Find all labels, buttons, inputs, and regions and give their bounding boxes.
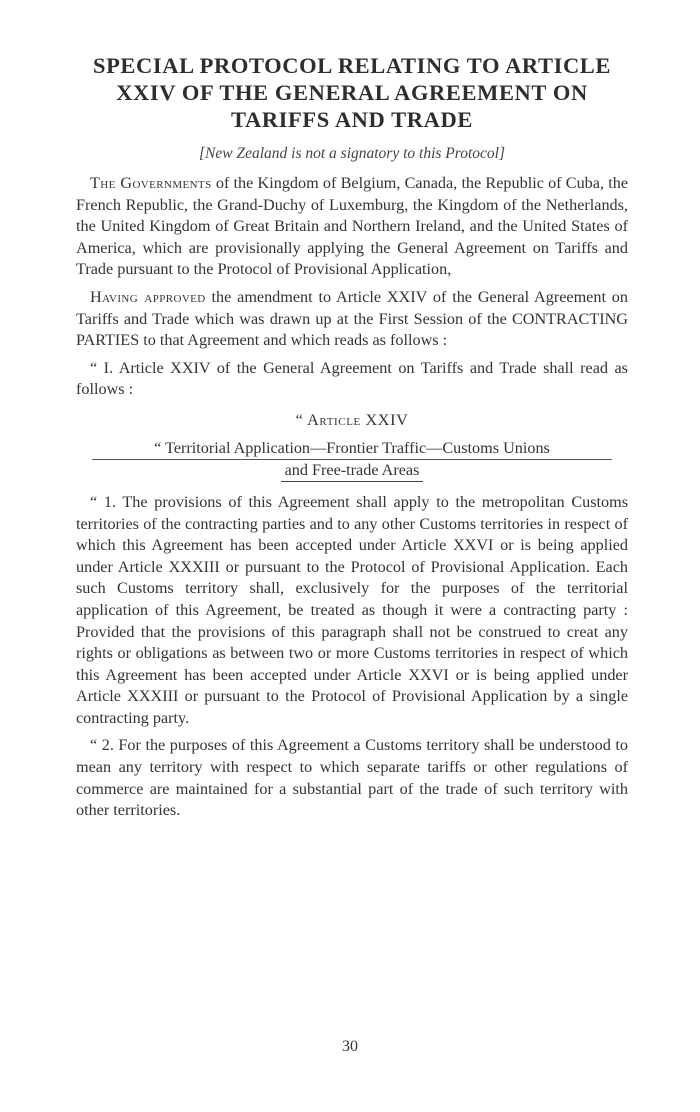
paragraph-text: the amendment to Article XXIV of the General Agreement on Tariffs and Trade which was drawn up at the First Session of the CONTRACTING PARTIES to that Agreement and which reads as follows : xyxy=(76,287,628,350)
paragraph-lead: The Governments xyxy=(90,174,212,192)
title-line-1: SPECIAL PROTOCOL RELATING TO ARTICLE xyxy=(92,53,612,78)
document-title xyxy=(76,52,628,133)
article-heading: “ Article XXIV xyxy=(295,410,409,429)
paragraph-lead: Having approved xyxy=(90,287,206,306)
paragraph-clause-1: “ 1. The provisions of this Agreement shall apply to the metropolitan Customs territories of the contracting parties and to any other Customs territories in respect of which this Agreement has been accepted under Article XXVI or is being applied under Article XXXIII or pursuant to the Protocol of Provisional Application. Each such Customs territory shall, exclusively for the purposes of the territorial application of this Agreement, be treated as though it were a contracting party : Provided that the provisions of this paragraph shall not be construed to creat any rights or obligations as between two or more Customs territories in respect of which this Agreement has been accepted under Article XXVI or is being applied under Article XXXIII or pursuant to the Protocol of Provisional Application by a single contracting party. xyxy=(76,492,628,727)
document-page xyxy=(76,52,628,828)
paragraph-governments xyxy=(76,173,628,281)
title-line-2: XXIV OF THE GENERAL AGREEMENT ON xyxy=(116,80,588,105)
paragraph-having-approved xyxy=(76,287,628,352)
signatory-note: [New Zealand is not a signatory to this Protocol] xyxy=(199,145,505,162)
article-subheading xyxy=(76,438,628,482)
title-line-3: TARIFFS AND TRADE xyxy=(231,107,473,132)
paragraph-clause-2: “ 2. For the purposes of this Agreement a Customs territory shall be understood to mean any territory with respect to which separate tariffs or other regulations of commerce are maintained for a substantial part of the trade of such territory with other territories. xyxy=(76,736,628,820)
paragraph-text: of the Kingdom of Belgium, Canada, the Republic of Cuba, the French Republic, the Grand-Duchy of Luxemburg, the Kingdom of the Netherlands, the United Kingdom of Great Britain and Northern Ireland, and the United States of America, which are provisionally applying the General Agreement on Tariffs and Trade pursuant to the Protocol of Provisional Application, xyxy=(76,174,628,279)
subheading-line-1: “ Territorial Application—Frontier Traffic—Customs Unions xyxy=(154,438,550,457)
paragraph-article-reads: “ I. Article XXIV of the General Agreement on Tariffs and Trade shall read as follows : xyxy=(76,358,628,399)
subheading-line-2: and Free-trade Areas xyxy=(281,460,424,482)
page-number: 30 xyxy=(342,1038,358,1055)
